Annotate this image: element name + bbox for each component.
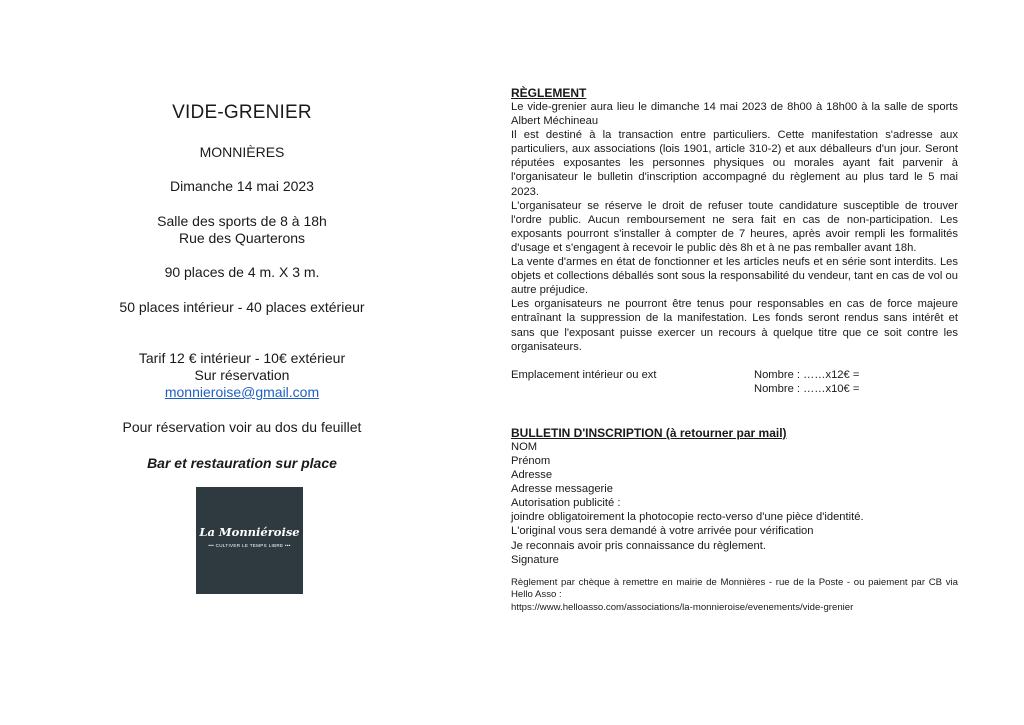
spacer [511, 354, 958, 368]
bulletin-prenom: Prénom [511, 454, 551, 467]
bulletin-heading: BULLETIN D'INSCRIPTION (à retourner par mail) [511, 425, 787, 440]
event-venue: Salle des sports de 8 à 18h [157, 213, 327, 229]
back-note: Pour réservation voir au dos du feuillet [122, 419, 362, 435]
reglement-paragraph-5: Les organisateurs ne pourront être tenus pour responsables en cas de force majeure entraînant la suppression de la manifestation. Les fonds seront rendus sans intérêt et sans que l'exposant puisse exercer un recours à quelque titre que ce soit contre les organisateurs. [511, 298, 958, 353]
event-reservation: Sur réservation [194, 367, 290, 383]
reglement-paragraph-4: La vente d'armes en état de fonctionner et les articles neufs et en série sont interdits. Les objets et collections déballés sont sous la responsabilité du vendeur, tant en cas de vol ou autre préjudice. [511, 256, 958, 297]
logo-title: La Monniéroise [199, 525, 300, 539]
bulletin-photocopie: joindre obligatoirement la photocopie recto-verso d'une pièce d'identité. [511, 511, 864, 524]
bulletin-connaissance: Je reconnais avoir pris connaissance du règlement. [511, 539, 766, 552]
emplacement-row-2 [511, 382, 958, 396]
email-link[interactable]: monnieroise@gmail.com [164, 384, 320, 400]
spacer [511, 567, 958, 577]
helloasso-link[interactable]: https://www.helloasso.com/associations/la-monnieroise/evenements/vide-grenier [511, 601, 854, 613]
nombre-exterieur: Nombre : ……x10€ = [754, 382, 860, 395]
flyer-right-column [511, 86, 958, 615]
event-places-split: 50 places intérieur - 40 places extérieur [119, 299, 365, 315]
event-town: MONNIÈRES [199, 144, 285, 160]
monnieroise-logo [196, 487, 303, 594]
reglement-paragraph-2: Il est destiné à la transaction entre particuliers. Cette manifestation s'adresse aux particuliers, aux associations (lois 1901, article 310-2) et aux déballeurs d'un jour. Seront réputées exposantes les personnes physiques ou morales ayant fait parvenir à l'organisateur le bulletin d'inscription accompagné du règlement au plus tard le 5 mai 2023. [511, 129, 958, 198]
email-link-row [90, 384, 394, 401]
spacer [511, 396, 958, 426]
logo-subtitle: ••• CULTIVER LE TEMPS LIBRE ••• [208, 543, 291, 548]
event-date: Dimanche 14 mai 2023 [170, 178, 314, 194]
bar-note: Bar et restauration sur place [147, 455, 337, 471]
reglement-heading: RÈGLEMENT [511, 86, 587, 100]
emplacement-row [511, 368, 958, 382]
nombre-interieur: Nombre : ……x12€ = [754, 368, 860, 381]
bulletin-messagerie: Adresse messagerie [511, 483, 613, 496]
reglement-paragraph-1: Le vide-grenier aura lieu le dimanche 14 mai 2023 de 8h00 à 18h00 à la salle de sports Albert Méchineau [511, 101, 958, 128]
emplacement-label: Emplacement intérieur ou ext [511, 368, 657, 381]
bulletin-autorisation: Autorisation publicité : [511, 497, 621, 510]
reglement-paragraph-3: L'organisateur se réserve le droit de refuser toute candidature susceptible de trouver l'ordre public. Aucun remboursement ne sera fait en cas de non-participation. Les exposants pourront s'installer à compter de 7 heures, après avoir rempli les formalités d'usage et s'engagent à recevoir le public dès 8h et à ne pas remballer avant 18h. [511, 199, 958, 254]
event-street: Rue des Quarterons [178, 230, 306, 246]
bulletin-original: L'original vous sera demandé à votre arrivée pour vérification [511, 525, 814, 538]
payment-info: Règlement par chèque à remettre en mairie de Monnières - rue de la Poste - ou paiement par CB via Hello Asso : [511, 576, 958, 601]
bulletin-signature: Signature [511, 553, 559, 566]
event-title: VIDE-GRENIER [172, 102, 312, 123]
bulletin-adresse: Adresse [511, 469, 553, 482]
bulletin-nom: NOM [511, 440, 538, 453]
event-places: 90 places de 4 m. X 3 m. [164, 264, 320, 280]
event-tarif: Tarif 12 € intérieur - 10€ extérieur [138, 350, 346, 366]
